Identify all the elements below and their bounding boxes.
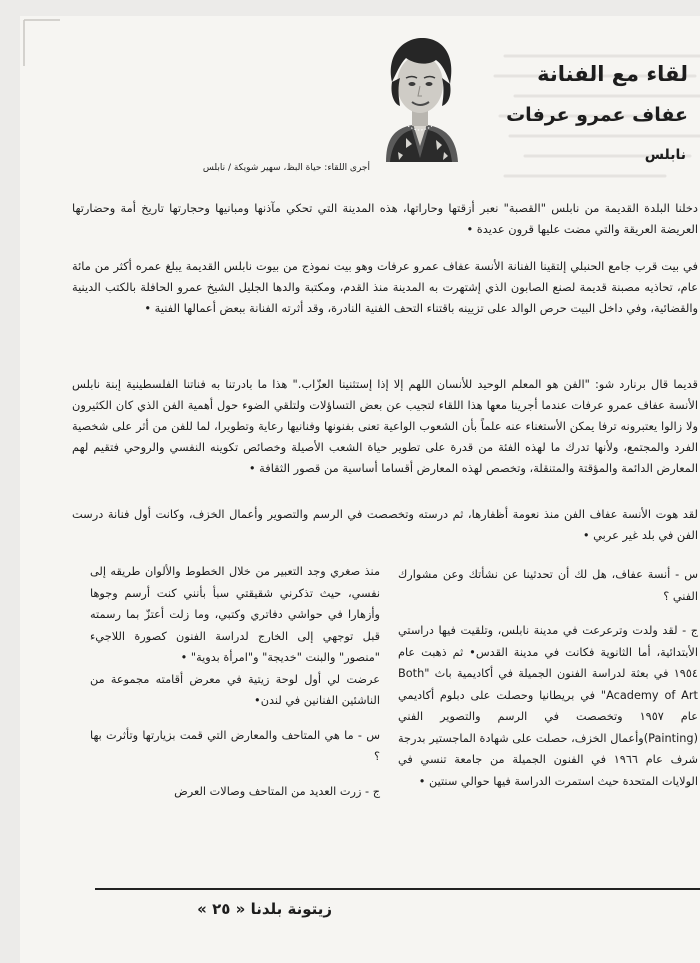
answer-1: ج - لقد ولدت وترعرعت في مدينة نابلس، وتلقيت فيها دراستي الأبتدائية، أما الثانوية فكانت في مدينة القدس• ثم ذهبت عام ١٩٥٤ في بعثة لدراسة الفنون الجميلة في أكاديمية باث "Both Academy of Art" في بريطانيا وحصلت على دبلوم أكاديمي عام ١٩٥٧ وتخصصت في الرسم والتصوير الفني (Painting)وأعمال الخزف، حصلت على شهادة الماجستير بدرجة شرف عام ١٩٦٦ في الفنون الجميلة من جامعة تنسي في الولايات المتحدة حيث استمرت الدراسة فيها حوالي سنتين • <box>398 624 698 788</box>
corner-ornament <box>20 16 70 76</box>
magazine-name: زيتونة بلدنا <box>250 900 332 918</box>
intro-paragraph-3: قديما قال برنارد شو: "الفن هو المعلم الوحيد للأنسان اللهم إلا إذا إستثنينا العزّاب." هذا ما بادرتنا به فناتنا الفلسطينية إبنة نابلس الأنسة عفاف عمرو عرفات عندما أجرينا معها هذا اللقاء لتجيب عن بعض التساؤلات ولتلقي الضوء حول أهمية الفن الذي كان الكثيرون ولا زالوا يعتبرونه ترفا يمكن الأستغناء عنه علماً بأن الشعوب الواعية تعنى بفنونها وفنانيها رعاية وتطويرا، لما للفن من أثر على شخصية الفرد والمجتمع، ولأنها تدرك ما لهذه الفئة من قدرة على تطوير حياة الشعب الأصيلة وخصائص تكوينه النفسي والروحي فتقيم لهم المعارض الدائمة والمؤقتة والمتنقلة، وتخصص لهذه المعارض أقساما أساسية من قصور الثقافة • <box>72 377 698 475</box>
question-2: س - ما هي المتاحف والمعارض التي قمت بزيارتها وتأثرت بها ؟ <box>90 728 380 763</box>
page-footer <box>92 900 332 918</box>
magazine-page <box>20 16 700 963</box>
interview-credit: أجرى اللقاء: حياة البظ، سهير شويكة / نابلس <box>202 163 370 173</box>
intro-paragraph-4: لقد هوت الأنسة عفاف الفن منذ نعومة أظفارها، ثم درسته وتخصصت في الرسم والتصوير وأعمال الخزف، وكانت أول فنانة درست الفن في بلد غير عربي • <box>72 507 698 542</box>
interview-column-left <box>90 561 380 802</box>
answer-1-continued: منذ صغري وجد التعبير من خلال الخطوط والألوان طريقه إلى نفسي، حيث تذكرني شقيقتي سبأ بأنني كنت أرسم وجوها وأزهارا في حواشي دفاتري وكتبي، وما زلت أعتزّ بما رسمته قبل توجهي إلى الخارج لدراسة الفنون كصورة اللاجيء "منصور" والبنت "خديجة" و"امرأة بدوية" • <box>90 565 380 664</box>
answer-2: ج - زرت العديد من المتاحف وصالات العرض <box>174 784 380 798</box>
artist-name: عفاف عمرو عرفات <box>506 104 688 126</box>
interview-column-right <box>398 564 698 792</box>
artist-portrait-photo <box>376 34 464 162</box>
answer-1-exhibition: عرضت لي أول لوحة زيتية في معرض أقامته مجموعة من الناشئين الفنانين في لندن• <box>90 672 380 707</box>
question-1: س - أنسة عفاف، هل لك أن تحدثينا عن نشأتك وعن مشوارك الفني ؟ <box>398 568 698 603</box>
intro-paragraph-2: في بيت قرب جامع الحنبلي إلتقينا الفنانة الأنسة عفاف عمرو عرفات وهو بيت نموذج من بيوت نابلس القديمة يبلغ عمره أكثر من مائة عام، تحاذيه مصبنة قديمة لصنع الصابون الذي إشتهرت به المدينة منذ القدم، ومكتبة والدها الجليل الشيخ عمرو الحافلة بالكتب الدينية والقضائية، وفي داخل البيت حرص الوالد على تزيينه باقتناء التحف الفنية النادرة، وقد أثرته الفنانة ببعض أعمالها الفنية • <box>72 259 698 315</box>
city-label: نابلس <box>644 147 686 163</box>
article-title: لقاء مع الفنانة <box>537 62 688 86</box>
intro-paragraph-1: دخلنا البلدة القديمة من نابلس "القصبة" نعبر أزقتها وحاراتها، هذه المدينة التي تحكي مآذنها ومبانيها وحجارتها تاريخ أمة وحضارتها العريضة العريقة والتي مضت عليها قرون عديدة • <box>72 201 698 236</box>
page-number: « ٢٥ » <box>197 900 246 918</box>
footer-rule <box>95 888 700 890</box>
